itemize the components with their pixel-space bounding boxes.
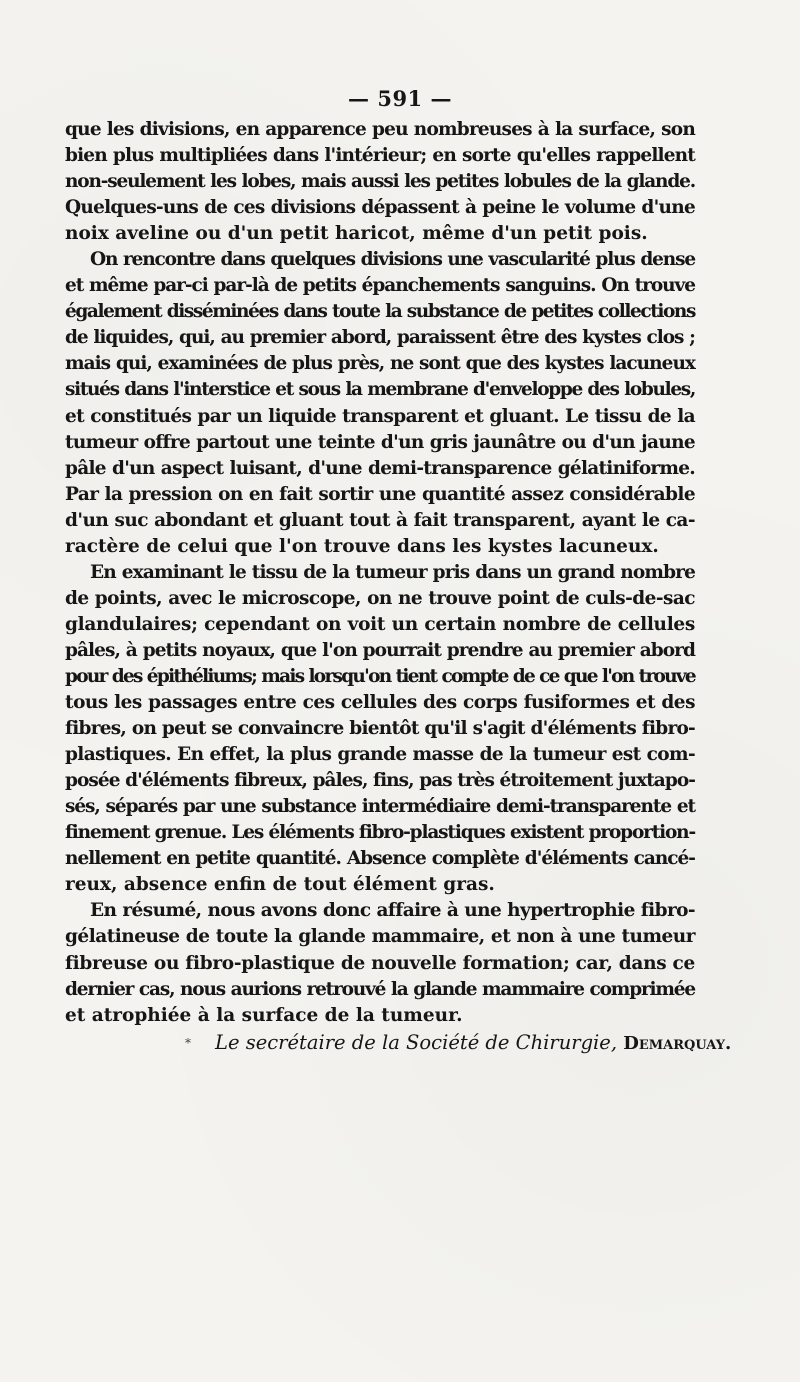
text-line: tumeur offre partout une teinte d'un gris jaunâtre ou d'un jaune [65, 431, 695, 453]
text-line: de points, avec le microscope, on ne trouve point de culs-de-sac [65, 587, 695, 609]
text-line: d'un suc abondant et gluant tout à fait transparent, ayant le ca- [65, 509, 695, 531]
text-line: pour des épithéliums; mais lorsqu'on tient compte de ce que l'on trouve [65, 665, 695, 687]
page-number: — 591 — [348, 86, 452, 111]
text-line: En examinant le tissu de la tumeur pris dans un grand nombre [90, 561, 695, 583]
text-line: En résumé, nous avons donc affaire à une hypertrophie fibro- [90, 900, 695, 922]
text-line: pâles, à petits noyaux, que l'on pourrait prendre au premier abord [65, 639, 695, 661]
text-line: non-seulement les lobes, mais aussi les petites lobules de la glande. [65, 171, 695, 193]
text-line: sés, séparés par une substance intermédiaire demi-transparente et [65, 796, 695, 818]
text-line: que les divisions, en apparence peu nombreuses à la surface, son [65, 119, 695, 140]
text-line: plastiques. En effet, la plus grande masse de la tumeur est com- [65, 744, 695, 766]
text-line: tous les passages entre ces cellules des corps fusiformes et des [65, 692, 695, 714]
text-line: On rencontre dans quelques divisions une vascularité plus dense [90, 249, 695, 271]
text-line: bien plus multipliées dans l'intérieur; en sorte qu'elles rappellent [65, 145, 695, 167]
text-line: posée d'éléments fibreux, pâles, fins, pas très étroitement juxtapo- [65, 770, 695, 792]
text-line: et constitués par un liquide transparent et gluant. Le tissu de la [65, 405, 695, 427]
text-line: dernier cas, nous aurions retrouvé la glande mammaire comprimée [65, 978, 695, 1000]
text-line: situés dans l'interstice et sous la membrane d'enveloppe des lobules, [65, 379, 695, 401]
text-line: fibreuse ou fibro-plastique de nouvelle formation; car, dans ce [65, 952, 695, 974]
text-line: fibres, on peut se convaincre bientôt qu'il s'agit d'éléments fibro- [65, 718, 695, 740]
text-line: également disséminées dans toute la substance de petites collections [65, 301, 695, 323]
text-line: Quelques-uns de ces divisions dépassent à peine le volume d'une [65, 197, 695, 219]
text-line: de liquides, qui, au premier abord, paraissent être des kystes clos ; [65, 327, 695, 349]
text-line: nellement en petite quantité. Absence complète d'éléments cancé- [65, 848, 695, 870]
text-line: ractère de celui que l'on trouve dans les kystes lacuneux. [65, 535, 659, 557]
body-text [65, 117, 732, 1057]
text-line: noix aveline ou d'un petit haricot, même d'un petit pois. [65, 223, 648, 245]
signature-role: Le secrétaire de la Société de Chirurgie, [215, 1030, 618, 1054]
signature-name: Demarquay. [623, 1032, 732, 1054]
text-line: mais qui, examinées de plus près, ne sont que des kystes lacuneux [65, 353, 695, 375]
text-line: et même par-ci par-là de petits épanchements sanguins. On trouve [65, 275, 695, 297]
signature [65, 1030, 732, 1057]
asterisk-mark: * [185, 1036, 191, 1051]
text-line: reux, absence enfin de tout élément gras. [65, 874, 495, 896]
text-line: gélatineuse de toute la glande mammaire, et non à une tumeur [65, 926, 695, 948]
text-line: Par la pression on en fait sortir une quantité assez considérable [65, 483, 695, 505]
text-line: pâle d'un aspect luisant, d'une demi-transparence gélatiniforme. [65, 457, 695, 479]
text-line: finement grenue. Les éléments fibro-plastiques existent proportion- [65, 822, 695, 844]
text-line: glandulaires; cependant on voit un certain nombre de cellules [65, 613, 695, 635]
text-line: et atrophiée à la surface de la tumeur. [65, 1004, 463, 1026]
